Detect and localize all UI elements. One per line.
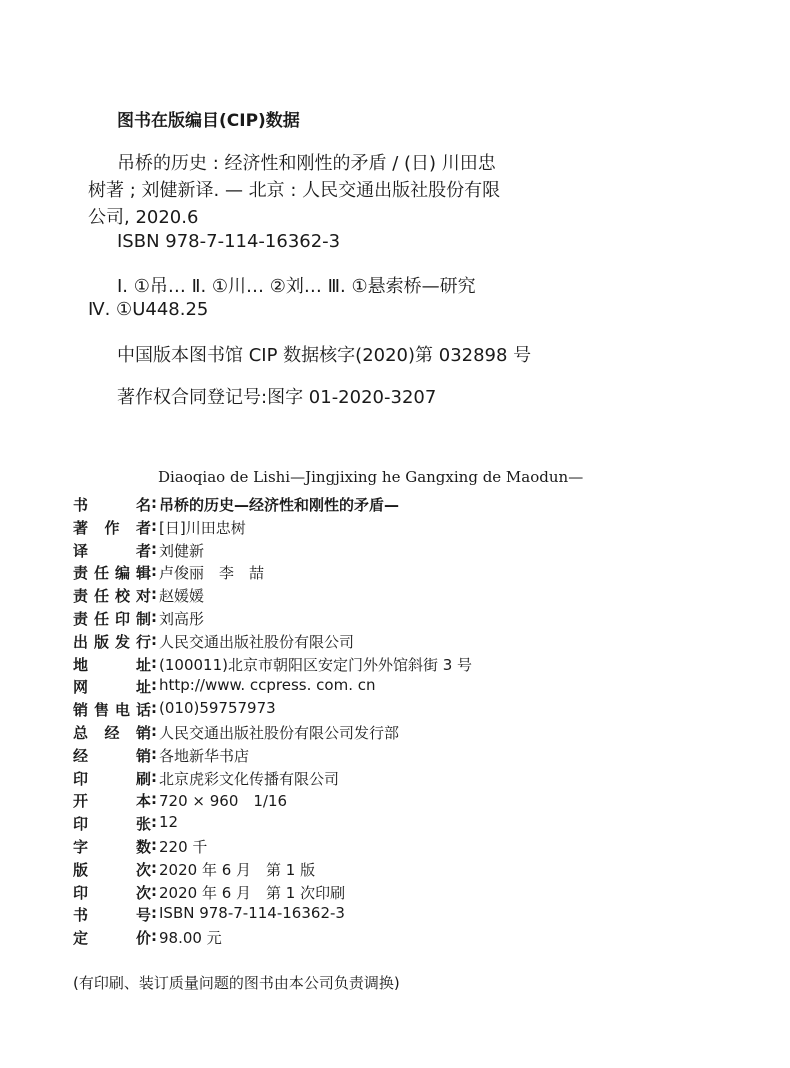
label-colon: : — [151, 699, 157, 718]
imprint-row — [73, 494, 399, 515]
label-colon: : — [151, 927, 157, 946]
label-colon: : — [151, 494, 157, 512]
english-title: Diaoqiao de Lishi—Jingjixing he Gangxing de Maodun— — [158, 468, 584, 486]
cip-isbn: ISBN 978-7-114-16362-3 — [117, 231, 341, 252]
label-colon: : — [151, 813, 157, 832]
imprint-value: 卢俊丽 李 喆 — [159, 564, 265, 583]
imprint-value: 2020 年 6 月 第 1 次印刷 — [159, 883, 346, 902]
label-colon: : — [151, 539, 157, 558]
label-colon: : — [151, 767, 157, 786]
label-colon: : — [151, 881, 157, 900]
imprint-value: 720 × 960 1/16 — [159, 792, 288, 811]
imprint-row — [73, 813, 178, 834]
imprint-label: 印张 — [73, 815, 151, 834]
imprint-value: (100011)北京市朝阳区安定门外外馆斜街 3 号 — [159, 655, 473, 674]
imprint-row — [73, 517, 246, 538]
imprint-value: 吊桥的历史—经济性和刚性的矛盾— — [159, 496, 400, 514]
imprint-value: 各地新华书店 — [159, 746, 250, 765]
imprint-value: 北京虎彩文化传播有限公司 — [159, 769, 340, 788]
imprint-value: 人民交通出版社股份有限公司 — [159, 632, 355, 651]
imprint-label: 地址 — [73, 655, 151, 674]
imprint-row — [73, 790, 287, 811]
quality-note: (有印刷、装订质量问题的图书由本公司负责调换) — [73, 974, 400, 992]
cip-classification: Ⅰ. ①吊… Ⅱ. ①川… ②刘… Ⅲ. ①悬索桥—研究 — [117, 276, 476, 297]
imprint-value: (010)59757973 — [159, 699, 276, 718]
cip-record-number: 中国版本图书馆 CIP 数据核字(2020)第 032898 号 — [117, 345, 532, 366]
imprint-row — [73, 585, 204, 606]
imprint-value: 2020 年 6 月 第 1 版 — [159, 860, 316, 879]
imprint-value: 98.00 元 — [159, 929, 222, 948]
label-colon: : — [151, 562, 157, 581]
label-colon: : — [151, 585, 157, 604]
imprint-label: 印刷 — [73, 769, 151, 788]
imprint-row — [73, 859, 315, 880]
imprint-label: 译者 — [73, 541, 151, 560]
label-colon: : — [151, 608, 157, 626]
imprint-value: [日]川田忠树 — [159, 518, 246, 537]
imprint-label: 责任校对 — [73, 587, 151, 606]
imprint-label: 书号 — [73, 906, 151, 925]
label-colon: : — [151, 858, 157, 877]
imprint-row — [73, 882, 345, 903]
imprint-value: 刘健新 — [159, 541, 205, 560]
imprint-row — [73, 631, 354, 652]
label-colon: : — [151, 676, 157, 695]
imprint-row — [73, 654, 472, 675]
imprint-label: 字数 — [73, 838, 151, 856]
label-colon: : — [151, 836, 157, 854]
label-colon: : — [151, 653, 157, 672]
imprint-label: 经销 — [73, 746, 151, 765]
imprint-label: 印次 — [73, 883, 151, 902]
imprint-row — [73, 562, 264, 583]
imprint-label: 出版发行 — [73, 632, 151, 651]
imprint-label: 销售电话 — [73, 701, 151, 720]
label-colon: : — [151, 790, 157, 809]
imprint-value: 220 千 — [159, 838, 208, 856]
label-colon: : — [151, 516, 157, 535]
cip-line: 树著 ; 刘健新译. — 北京 : 人民交通出版社股份有限 — [88, 180, 501, 201]
label-colon: : — [151, 630, 157, 649]
imprint-row — [73, 836, 207, 857]
imprint-value: 人民交通出版社股份有限公司发行部 — [159, 724, 400, 742]
imprint-value: 赵媛媛 — [159, 587, 205, 606]
imprint-row — [73, 540, 204, 561]
imprint-label: 开本 — [73, 792, 151, 811]
imprint-label: 版次 — [73, 860, 151, 879]
imprint-label: 网址 — [73, 678, 151, 697]
imprint-row — [73, 722, 399, 743]
imprint-value: 刘高彤 — [159, 610, 205, 628]
imprint-value: 12 — [159, 813, 179, 832]
label-colon: : — [151, 722, 157, 740]
imprint-row — [73, 699, 276, 720]
imprint-label: 著作者 — [73, 518, 151, 537]
imprint-label: 总经销 — [73, 724, 151, 742]
label-colon: : — [151, 904, 157, 923]
imprint-label: 责任编辑 — [73, 564, 151, 583]
imprint-label: 书名 — [73, 496, 151, 514]
imprint-row — [73, 927, 222, 948]
label-colon: : — [151, 744, 157, 763]
imprint-row — [73, 768, 339, 789]
cip-title: 图书在版编目(CIP)数据 — [117, 111, 300, 131]
imprint-label: 责任印制 — [73, 610, 151, 628]
imprint-value: http://www. ccpress. com. cn — [159, 676, 376, 695]
imprint-label: 定价 — [73, 929, 151, 948]
imprint-row — [73, 676, 376, 697]
imprint-row — [73, 608, 204, 629]
cip-line: 吊桥的历史 : 经济性和刚性的矛盾 / (日) 川田忠 — [117, 153, 496, 174]
cip-line: 公司, 2020.6 — [88, 207, 199, 228]
imprint-row — [73, 745, 249, 766]
cip-classification-code: Ⅳ. ①U448.25 — [88, 299, 209, 320]
imprint-row — [73, 904, 345, 925]
imprint-value: ISBN 978-7-114-16362-3 — [159, 904, 345, 923]
copyright-registration: 著作权合同登记号:图字 01-2020-3207 — [117, 387, 437, 408]
